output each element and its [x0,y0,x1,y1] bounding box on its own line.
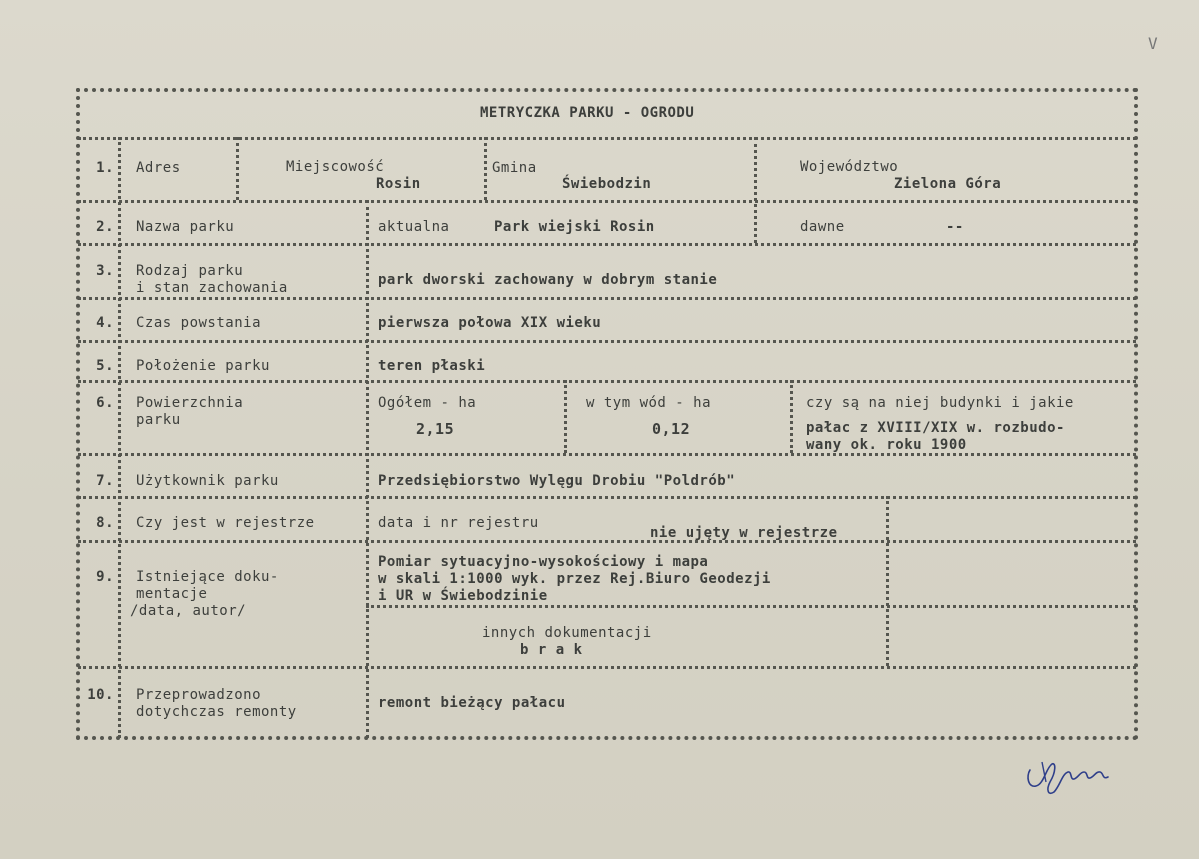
field-value: remont bieżący pałacu [378,695,566,711]
field-value: Świebodzin [562,176,652,192]
field-value: i UR w Świebodzinie [378,588,548,604]
row-divider [366,605,1136,608]
col-divider [886,496,889,666]
field-label: /data, autor/ [130,603,247,619]
row-number: 4. [96,315,114,331]
form-title: METRYCZKA PARKU - OGRODU [480,105,695,121]
row-divider [78,200,1136,203]
field-label: parku [136,412,181,428]
field-value: Przedsiębiorstwo Wylęgu Drobiu "Poldrób" [378,473,736,489]
row-number: 5. [96,358,114,374]
field-label: Gmina [492,160,537,176]
col-divider [564,380,567,453]
field-label: Użytkownik parku [136,473,279,489]
row-number: 9. [96,569,114,585]
field-label: aktualna [378,219,450,235]
corner-mark: V [1148,34,1158,53]
field-label: dawne [800,219,845,235]
field-label: Województwo [800,159,899,175]
row-divider [78,297,1136,300]
field-label: Nazwa parku [136,219,235,235]
row-number: 3. [96,263,114,279]
field-value: Park wiejski Rosin [494,219,655,235]
col-divider [118,137,121,738]
row-number: 1. [96,160,114,176]
field-value: teren płaski [378,358,486,374]
field-label: Czas powstania [136,315,262,331]
row-number: 2. [96,219,114,235]
field-label: Położenie parku [136,358,270,374]
row-divider [78,540,1136,543]
field-value: 0,12 [652,420,691,438]
field-label: mentacje [136,586,208,602]
col-divider [754,137,757,243]
field-label: innych dokumentacji [482,625,652,641]
field-label: dotychczas remonty [136,704,297,720]
field-value: Rosin [376,176,421,192]
row-divider [78,496,1136,499]
col-divider [366,200,369,738]
field-label: Czy jest w rejestrze [136,515,315,531]
row-divider [78,243,1136,246]
field-label: w tym wód - ha [586,395,712,411]
field-label: i stan zachowania [136,280,288,296]
field-label: Istniejące doku- [136,569,279,585]
field-value: park dworski zachowany w dobrym stanie [378,272,718,288]
col-divider [236,137,239,200]
row-number: 6. [96,395,114,411]
row-divider [78,666,1136,669]
field-value: b r a k [520,642,583,658]
field-value: pierwsza połowa XIX wieku [378,315,602,331]
field-value: 2,15 [416,420,455,438]
row-number: 8. [96,515,114,531]
field-value: pałac z XVIII/XIX w. rozbudo- [806,420,1065,436]
field-label: Rodzaj parku [136,263,244,279]
field-label: Przeprowadzono [136,687,262,703]
field-label: Powierzchnia [136,395,244,411]
field-value: w skali 1:1000 wyk. przez Rej.Biuro Geodezji [378,571,771,587]
field-value: -- [946,219,964,235]
field-label: Miejscowość [286,159,385,175]
row-divider [78,340,1136,343]
field-value: Zielona Góra [894,176,1002,192]
field-label: Adres [136,160,181,176]
row-number: 7. [96,473,114,489]
field-label: Ogółem - ha [378,395,477,411]
col-divider [484,137,487,200]
field-value: nie ujęty w rejestrze [650,525,838,541]
row-divider [78,380,1136,383]
field-value: Pomiar sytuacyjno-wysokościowy i mapa [378,554,709,570]
field-label: czy są na niej budynki i jakie [806,395,1074,411]
row-divider [78,453,1136,456]
col-divider [790,380,793,453]
field-value: wany ok. roku 1900 [806,437,967,453]
signature-icon [1022,752,1117,800]
field-label: data i nr rejestru [378,515,539,531]
row-number: 10. [87,687,114,703]
